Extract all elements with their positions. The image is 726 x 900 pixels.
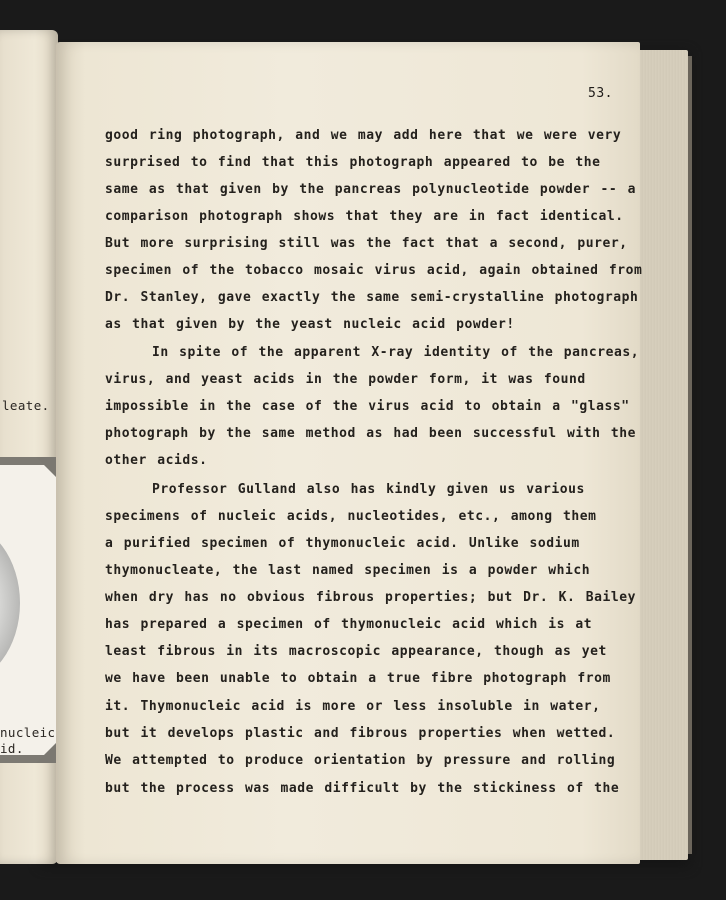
photo-corner-mount [36, 737, 58, 763]
text-line: has prepared a specimen of thymonucleic acid which is at [105, 617, 593, 632]
text-line: a purified specimen of thymonucleic acid. Unlike sodium [105, 536, 580, 551]
text-line: surprised to find that this photograph appeared to be the [105, 155, 601, 170]
mounted-photograph [0, 457, 58, 763]
text-line: least fibrous in its macroscopic appearance, though as yet [105, 644, 607, 659]
text-line: Dr. Stanley, gave exactly the same semi-crystalline photograph [105, 290, 639, 305]
left-page-caption: id. [0, 741, 24, 756]
text-line: impossible in the case of the virus acid to obtain a "glass" [105, 399, 630, 414]
text-line: specimens of nucleic acids, nucleotides, etc., among them [105, 509, 597, 524]
text-line: it. Thymonucleic acid is more or less insoluble in water, [105, 699, 601, 714]
text-line: But more surprising still was the fact that a second, purer, [105, 236, 628, 251]
text-line: thymonucleate, the last named specimen is a powder which [105, 563, 591, 578]
left-page [0, 30, 58, 864]
diffraction-photo [0, 523, 20, 683]
text-line: other acids. [105, 453, 208, 468]
photo-corner-mount [36, 457, 58, 483]
page-number: 53. [588, 86, 613, 101]
left-page-caption: nucleic [0, 725, 56, 740]
text-line: same as that given by the pancreas polynucleotide powder -- a [105, 182, 636, 197]
text-line: In spite of the apparent X-ray identity of the pancreas, [152, 345, 640, 360]
text-line: good ring photograph, and we may add here that we were very [105, 128, 622, 143]
text-line: virus, and yeast acids in the powder form, it was found [105, 372, 586, 387]
text-line: We attempted to produce orientation by pressure and rolling [105, 753, 616, 768]
text-line: when dry has no obvious fibrous properties; but Dr. K. Bailey [105, 590, 636, 605]
text-line: specimen of the tobacco mosaic virus acid, again obtained from [105, 263, 643, 278]
left-page-fragment: leate. [2, 398, 50, 413]
text-line: Professor Gulland also has kindly given us various [152, 482, 585, 497]
text-line: we have been unable to obtain a true fibre photograph from [105, 671, 611, 686]
text-line: but the process was made difficult by the stickiness of the [105, 781, 620, 796]
text-line: photograph by the same method as had been successful with the [105, 426, 636, 441]
text-line: comparison photograph shows that they are in fact identical. [105, 209, 624, 224]
text-line: as that given by the yeast nucleic acid powder! [105, 317, 515, 332]
text-line: but it develops plastic and fibrous properties when wetted. [105, 726, 616, 741]
